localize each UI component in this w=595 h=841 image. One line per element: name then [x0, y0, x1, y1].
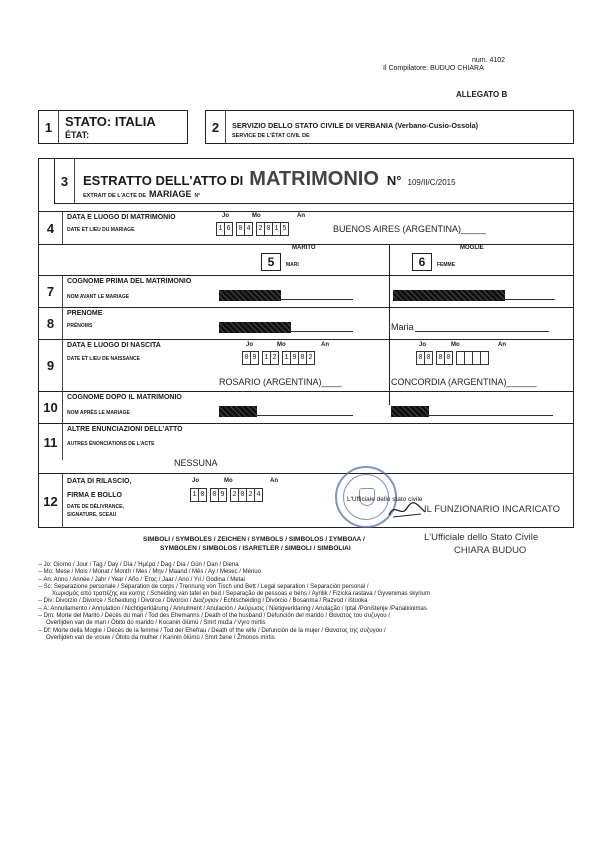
underline: [415, 331, 549, 332]
date-digit: 2: [246, 488, 255, 502]
date-digit: 1: [282, 351, 291, 365]
row-8: [39, 307, 573, 339]
form-main: [38, 158, 574, 528]
date-digit: 1: [272, 222, 281, 236]
numero-sublabel: N°: [194, 193, 201, 199]
row-sublabel: NOM AVANT LE MARIAGE: [67, 294, 130, 300]
row-sublabel: NOM APRÈS LE MARIAGE: [67, 410, 130, 416]
date-digit: 1: [190, 488, 199, 502]
date-digit: 9: [250, 351, 259, 365]
symbols-title: SIMBOLI / SYMBOLES / ZEICHEN / SYMBOLS / SIMBOLOS / ΣΥΜΒΟΛΑ /: [143, 536, 365, 543]
legend-line: -- Df: Morte della Moglie / Décès de la femme / Tod der Ehefrau / Death of the wife / Defunción de la mujer / Θανατος της συζυγου /: [38, 627, 386, 634]
day-label: Jo: [222, 213, 230, 219]
compiler: Il Compilatore: BUDUO CHIARA: [383, 65, 484, 72]
date-digit: 6: [224, 222, 233, 236]
other-statements: NESSUNA: [174, 458, 218, 468]
underline: [257, 415, 353, 416]
row-label: ALTRE ENUNCIAZIONI DELL'ATTO: [67, 426, 183, 433]
row-label: DATA E LUOGO DI NASCITA: [67, 342, 161, 349]
extrait-label: EXTRAIT DE L'ACTE DE: [83, 193, 147, 199]
underline: [429, 415, 553, 416]
date-digit: 2: [306, 351, 315, 365]
field-number: 9: [39, 340, 63, 391]
row-9: [39, 339, 573, 391]
spouse-header-row: [39, 245, 573, 275]
field-number: 12: [39, 474, 63, 528]
date-digit: 0: [210, 488, 219, 502]
redacted-name: [219, 322, 291, 333]
redacted-surname: [219, 290, 281, 301]
marito-label: MARITO: [292, 245, 316, 251]
allegato-label: ALLEGATO B: [456, 90, 508, 99]
day-label: Jo: [246, 342, 254, 348]
row-label: FIRMA E BOLLO: [67, 492, 122, 499]
day-label: Jo: [419, 342, 427, 348]
date-digit: 0: [424, 351, 433, 365]
row-4: [39, 211, 573, 245]
row-label: DATA DI RILASCIO,: [67, 478, 132, 485]
row-sublabel: PRÉNOMS: [67, 323, 93, 329]
date-digit: 4: [244, 222, 253, 236]
legend-line: Overlijden van de man / Óbito do marido / Kocanin ölümü / Smrt muža / Vyro mirtis: [46, 620, 266, 627]
funzionario-label: IL FUNZIONARIO INCARICATO: [424, 504, 561, 515]
wife-first-name: Maria: [391, 322, 414, 332]
marriage-date: [217, 222, 293, 236]
redacted-surname: [219, 406, 257, 417]
underline: [505, 299, 555, 300]
date-digit: 0: [238, 488, 247, 502]
stato-title: STATO: ITALIA: [65, 114, 156, 129]
date-digit: 5: [280, 222, 289, 236]
row-11: [39, 423, 573, 473]
row-label: COGNOME DOPO IL MATRIMONIO: [67, 394, 182, 401]
row-sublabel: AUTRES ÉNONCIATIONS DE L'ACTE: [67, 441, 155, 447]
officer-name: CHIARA BUDUO: [454, 545, 527, 556]
marriage-place: BUENOS AIRES (ARGENTINA)_____: [333, 224, 487, 234]
month-label: Mo: [277, 342, 286, 348]
legend-line: -- A: Annullamento / Annulation / Nichtigerklärung / Annulment / Anulación / Ακύρωσις / Nietigverklaring / Anulação / Iptal /Poništenje /Panaikinimas: [38, 605, 427, 612]
year-label: An: [498, 342, 506, 348]
mariage-label: MARIAGE: [149, 189, 192, 199]
wife-birth-place: CONCORDIA (ARGENTINA)______: [391, 377, 537, 387]
date-digit: 2: [270, 351, 279, 365]
stamp-caption: L'Ufficiale dello stato civile: [347, 496, 423, 503]
date-digit: 0: [416, 351, 425, 365]
atto-number: 109/II/C/2015: [407, 178, 456, 187]
month-label: Mo: [224, 478, 233, 484]
wife-birth-date: [417, 351, 493, 365]
field-number: 11: [39, 424, 63, 460]
field-number: 7: [39, 276, 63, 307]
numero-label: N°: [386, 173, 402, 188]
husband-birth-place: ROSARIO (ARGENTINA)____: [219, 377, 342, 387]
year-label: An: [297, 213, 305, 219]
moglie-number: 6: [412, 253, 432, 271]
date-digit: 0: [236, 222, 245, 236]
legend-line: -- An: Anno / Année / Jahr / Year / Año / Έτος / Jaar / Ano / Yıl / Godina / Metai: [38, 576, 245, 583]
legend-line: -- Div: Divorzio / Divorce / Scheidung / Divorce / Divorcio / Διαζυγιον / Echtscheiding / Divórcio / Bosanma / Razvod / Ištuoka: [38, 598, 368, 605]
legend-line: -- Jo: Giorno / Jour / Tag / Day / Día / Ἡμέρα / Dag / Dia / Gün / Dan / Diena: [38, 562, 239, 568]
issue-date: [191, 488, 267, 502]
marito-sublabel: MARI: [286, 262, 299, 268]
estratto-title: ESTRATTO DELL'ATTO DI: [83, 173, 244, 188]
year-label: An: [270, 478, 278, 484]
servizio-title: SERVIZIO DELLO STATO CIVILE DI VERBANIA (Verbano-Cusio-Ossola): [232, 121, 479, 130]
redacted-surname: [391, 406, 429, 417]
servizio-box: [205, 110, 574, 144]
legend-line: -- Sc: Separazione personale / Séparation de corps / Trennung von Tisch und Bett / Legal separation / Separación personal /: [38, 583, 369, 590]
row-sublabel: DATE DE DÉLIVRANCE,: [67, 504, 124, 510]
date-digit: 0: [436, 351, 445, 365]
legend-line: Overlijden van de vrouw / Óbito da mulher / Karinin ölümü / Smrt žene / Žmonos mirtis: [46, 634, 275, 641]
ufficiale-label: L'Ufficiale dello Stato Civile: [424, 532, 539, 543]
date-digit: 0: [444, 351, 453, 365]
field-number: 8: [39, 308, 63, 339]
date-digit: 2: [230, 488, 239, 502]
row-sublabel: DATE ET LIEU DU MARIAGE: [67, 227, 135, 233]
day-label: Jo: [192, 478, 200, 484]
row-10: [39, 391, 573, 423]
row-label: DATA E LUOGO DI MATRIMONIO: [67, 214, 176, 221]
row-label: COGNOME PRIMA DEL MATRIMONIO: [67, 278, 192, 285]
month-label: Mo: [252, 213, 261, 219]
signature: [387, 500, 427, 520]
row-sublabel: SIGNATURE, SCEAU: [67, 512, 117, 518]
stato-subtitle: ÉTAT:: [65, 130, 90, 140]
symbol-legend: [38, 562, 430, 642]
field-number: 3: [55, 159, 75, 203]
date-digit: 0: [264, 222, 273, 236]
row-7: [39, 275, 573, 307]
date-digit: 2: [256, 222, 265, 236]
field-number: 1: [39, 111, 59, 143]
underline: [281, 299, 353, 300]
matrimonio-title: MATRIMONIO: [249, 168, 379, 190]
date-digit: 8: [298, 351, 307, 365]
field-number: 2: [206, 111, 226, 143]
redacted-surname: [393, 290, 505, 301]
date-digit: [480, 351, 489, 365]
row-12: [39, 473, 573, 528]
row-3: [54, 159, 574, 204]
legend-line: -- Mo: Mese / Mois / Monat / Month / Mes / Μην / Maand / Mês / Ay / Mesec / Mėnuo: [38, 569, 261, 576]
date-digit: 0: [198, 488, 207, 502]
field-number: 4: [39, 212, 63, 244]
legend-line: -- Dm: Morte del Marito / Décès du mari / Tod des Ehemanns / Death of the husband / Defunción del marido / Θανατος του συζυγου /: [38, 613, 390, 620]
year-label: An: [321, 342, 329, 348]
marito-number: 5: [261, 253, 281, 271]
moglie-sublabel: FEMME: [437, 262, 456, 268]
date-digit: 4: [254, 488, 263, 502]
date-digit: 9: [290, 351, 299, 365]
legend-line: Χωρισμός από τραπέζης και κοιτης / Scheiding van tafel en bed / Separação de pessoas e bens / Ayrilik / Fizicka rastava / Gyvenimas skyrium: [52, 591, 430, 598]
month-label: Mo: [451, 342, 460, 348]
field-number: 10: [39, 392, 63, 423]
row-sublabel: DATE ET LIEU DE NAISSANCE: [67, 356, 140, 362]
date-digit: 1: [216, 222, 225, 236]
underline: [291, 331, 353, 332]
husband-birth-date: [243, 351, 319, 365]
symbols-subtitle: SYMBOLEN / SIMBOLOS / ISARETLER / SIMBOLI / SIMBOLIAI: [160, 545, 351, 552]
document-number: num. 4102: [472, 57, 506, 64]
stato-box: [38, 110, 188, 144]
moglie-label: MOGLIE: [460, 245, 484, 251]
date-digit: 9: [218, 488, 227, 502]
date-digit: 0: [242, 351, 251, 365]
row-label: PRENOME: [67, 310, 103, 317]
date-digit: 1: [262, 351, 271, 365]
servizio-subtitle: SERVICE DE L'ÉTAT CIVIL DE: [232, 133, 310, 139]
